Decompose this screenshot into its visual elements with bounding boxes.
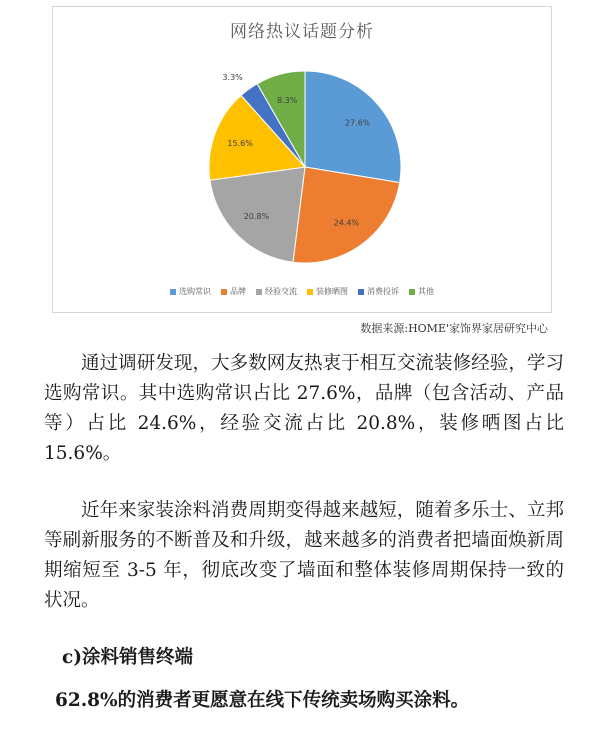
- legend-swatch: [221, 289, 227, 295]
- legend-item-5: [358, 286, 399, 297]
- data-source: 数据来源:HOME'家饰界家居研究中心: [360, 322, 548, 335]
- legend-item-6: [409, 286, 434, 297]
- legend-swatch: [256, 289, 262, 295]
- pie-svg: [53, 7, 551, 312]
- paragraph-paint-cycle: 近年来家装涂料消费周期变得越来越短，随着多乐士、立邦等刷新服务的不断普及和升级，越来越多的消费者把墙面焕新周期缩短至 3-5 年，彻底改变了墙面和整体装修周期保持一致的状况。: [44, 500, 564, 611]
- pie-slice-label-1: 27.6%: [344, 118, 371, 128]
- legend-swatch: [170, 289, 176, 295]
- legend-label: 消费投诉: [367, 287, 399, 296]
- chart-legend: [53, 286, 551, 297]
- legend-item-3: [256, 286, 297, 297]
- pie-slice-label-3: 20.8%: [243, 212, 270, 222]
- legend-swatch: [409, 289, 415, 295]
- pie-slice-label-4: 15.6%: [227, 139, 253, 149]
- section-heading: c)涂料销售终端: [62, 647, 194, 668]
- legend-swatch: [307, 289, 313, 295]
- legend-label: 品牌: [230, 287, 246, 296]
- pie-slice-2: [293, 167, 400, 263]
- legend-item-2: [221, 286, 246, 297]
- legend-label: 选购常识: [179, 287, 211, 296]
- key-finding: 62.8%的消费者更愿意在线下传统卖场购买涂料。: [55, 690, 470, 711]
- pie-chart: [52, 6, 552, 313]
- legend-label: 其他: [418, 287, 434, 296]
- legend-item-1: [170, 286, 211, 297]
- legend-label: 装修晒图: [316, 287, 348, 296]
- paragraph-survey-findings: 通过调研发现，大多数网友热衷于相互交流装修经验，学习选购常识。其中选购常识占比 27.6%，品牌（包含活动、产品等）占比 24.6%，经验交流占比 20.8%，装修晒图占比 15.6%。: [44, 353, 564, 464]
- legend-item-4: [307, 286, 348, 297]
- pie-slice-label-5: 3.3%: [222, 72, 243, 82]
- chart-title: 网络热议话题分析: [230, 22, 374, 42]
- pie-slice-label-6: 8.3%: [277, 96, 298, 106]
- pie-slice-label-2: 24.4%: [333, 218, 360, 228]
- legend-label: 经验交流: [265, 287, 297, 296]
- legend-swatch: [358, 289, 364, 295]
